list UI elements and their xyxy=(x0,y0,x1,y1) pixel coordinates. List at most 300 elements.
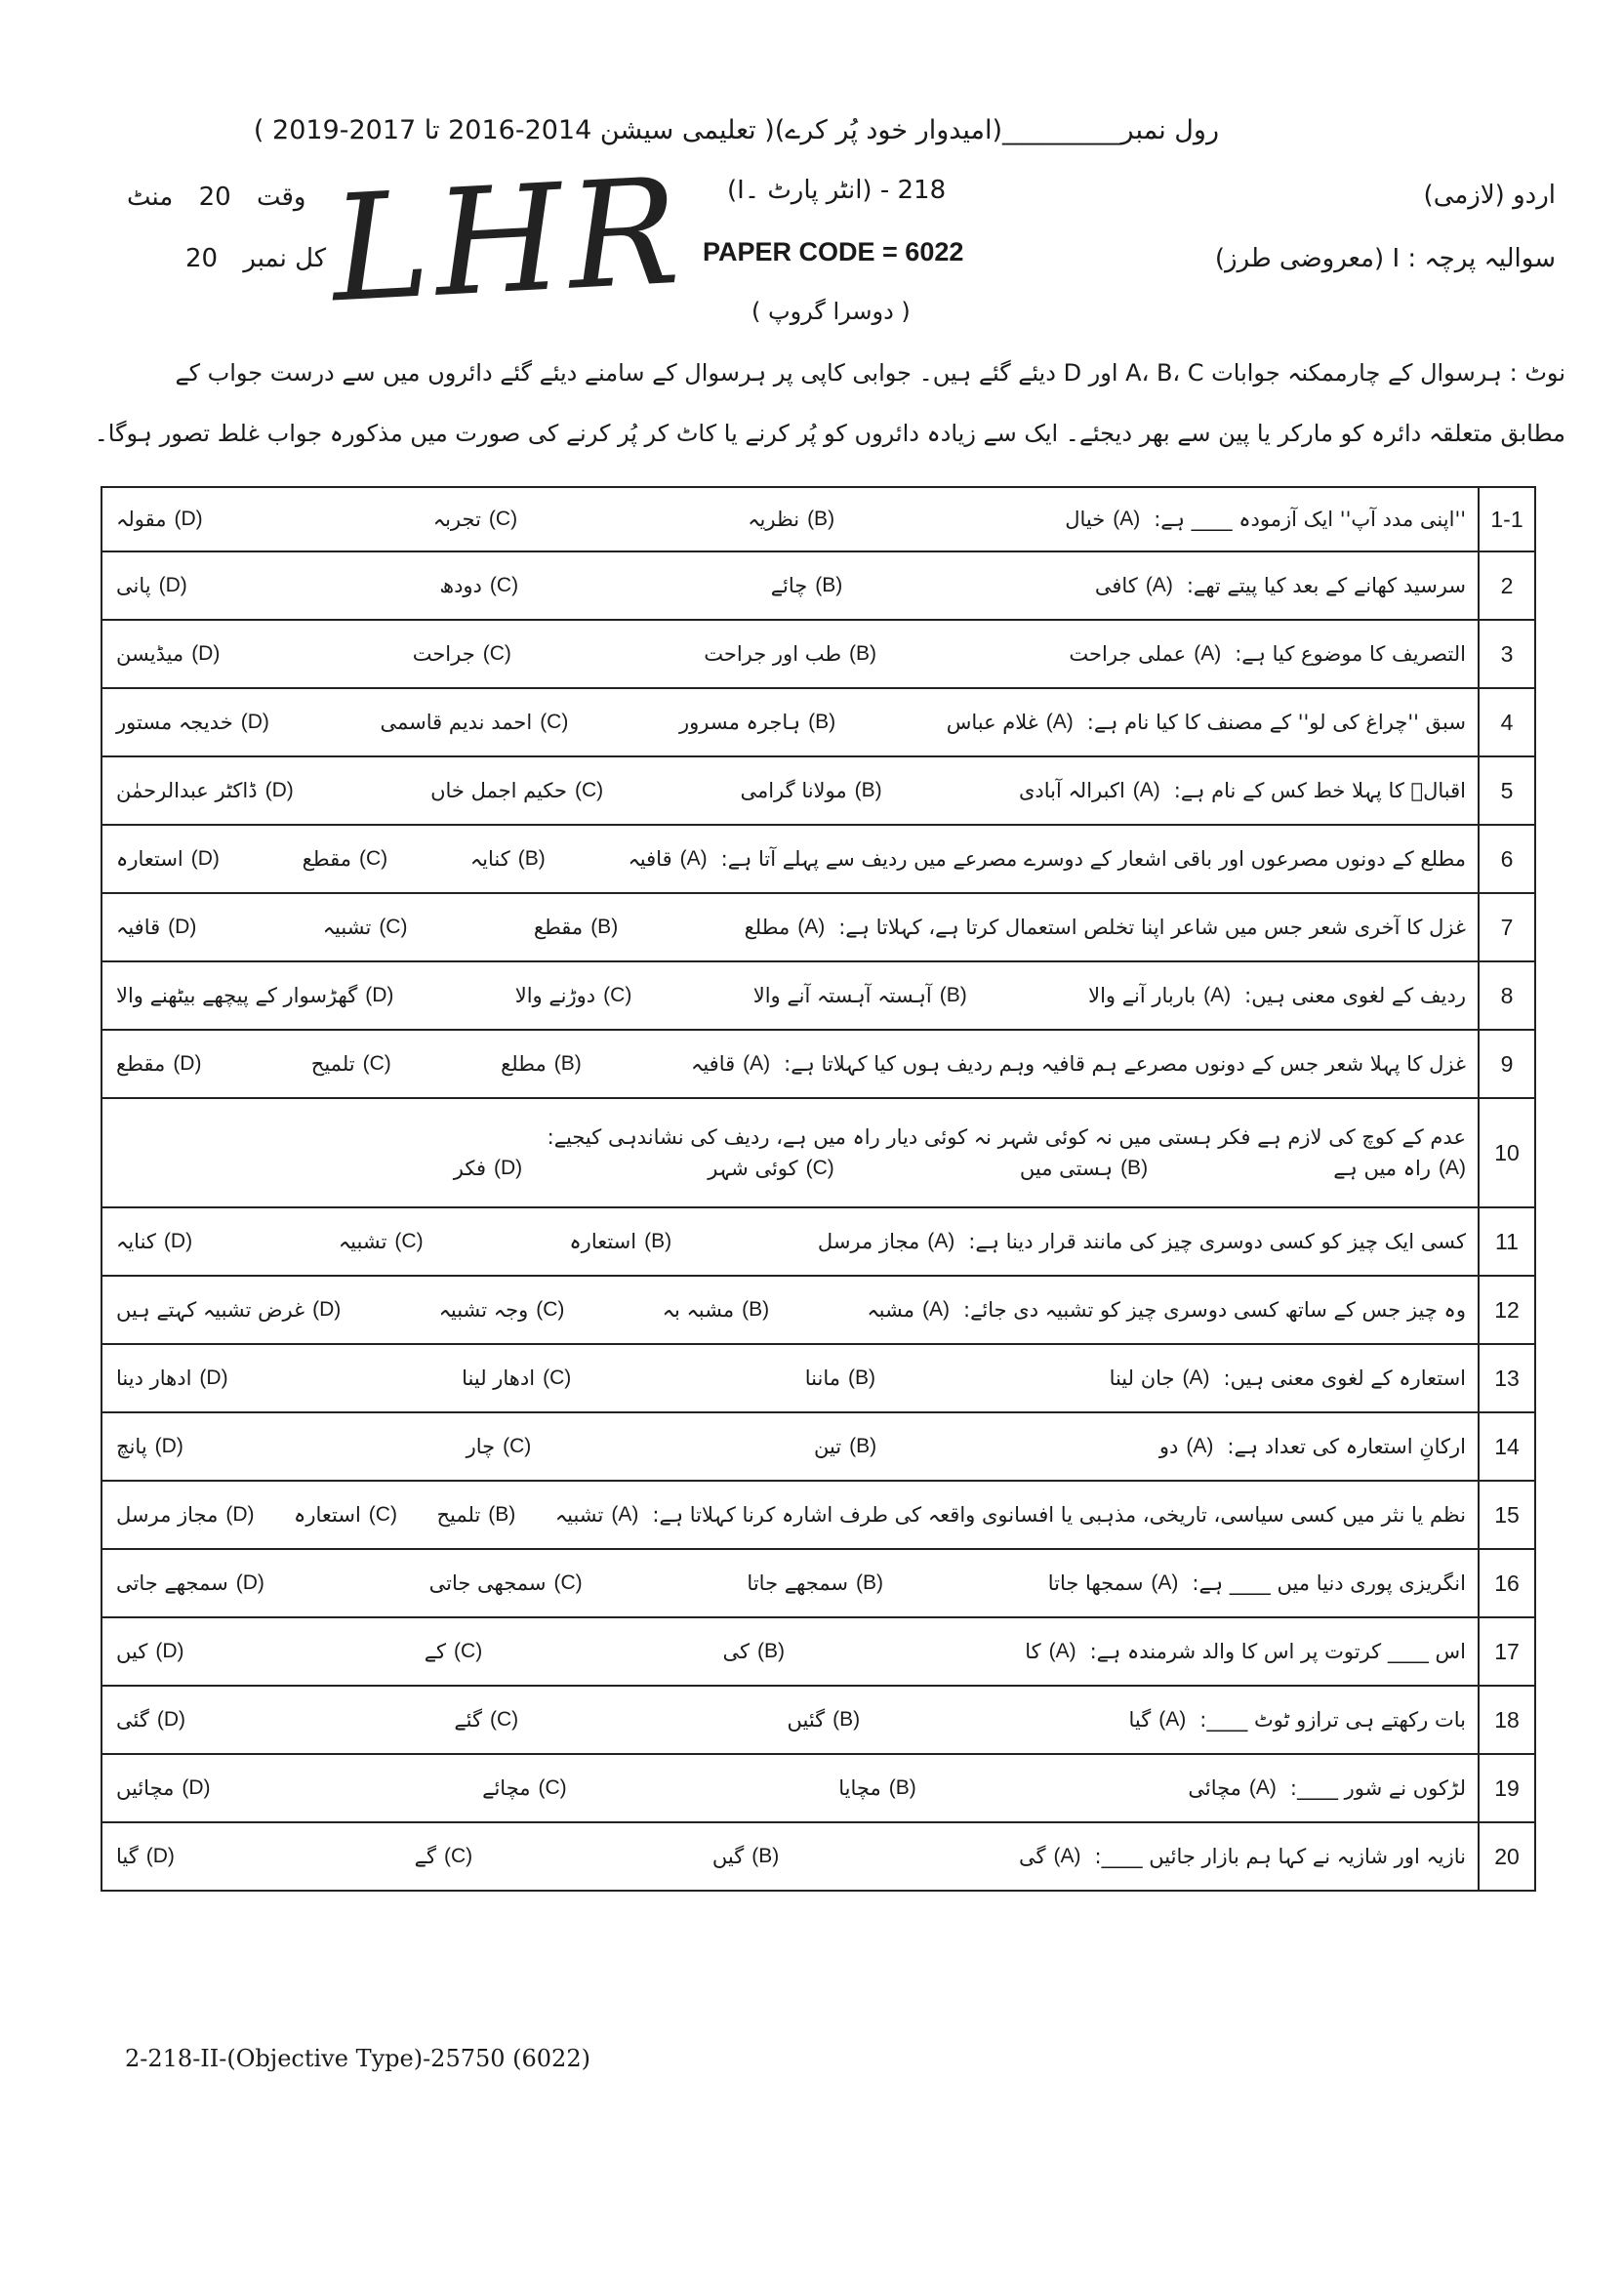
option-letter: (A) xyxy=(1439,1157,1466,1179)
option-text: غلام عباس xyxy=(946,711,1038,734)
answer-options xyxy=(116,1230,954,1253)
option-letter: (A) xyxy=(922,1298,950,1321)
question-body xyxy=(102,1030,1479,1098)
option-letter: (B) xyxy=(488,1503,516,1526)
option-a xyxy=(1019,1845,1081,1868)
option-letter: (C) xyxy=(454,1640,483,1662)
option-b xyxy=(470,847,546,871)
question-row xyxy=(102,1344,1535,1412)
option-text: کنایہ xyxy=(116,1230,156,1253)
option-a xyxy=(745,916,826,939)
option-text: مچایا xyxy=(838,1776,881,1800)
option-a xyxy=(1069,642,1221,666)
option-c xyxy=(462,1366,571,1390)
option-text: گیا xyxy=(1128,1708,1152,1732)
option-text: گئیں xyxy=(787,1708,826,1732)
question-row xyxy=(102,1098,1535,1207)
option-letter: (C) xyxy=(805,1157,834,1179)
paper-type: سوالیہ پرچہ : I (معروضی طرز) xyxy=(1214,244,1556,273)
answer-options xyxy=(116,1640,1076,1663)
option-letter: (C) xyxy=(488,508,518,530)
option-letter: (B) xyxy=(849,1435,877,1457)
option-c xyxy=(413,642,511,666)
question-number: 17 xyxy=(1479,1617,1535,1686)
option-letter: (B) xyxy=(939,984,967,1006)
option-text: مچائے xyxy=(482,1776,531,1800)
question-body xyxy=(102,1098,1479,1207)
option-text: مقطع xyxy=(533,916,584,939)
option-d xyxy=(116,1845,175,1868)
option-text: قافیہ xyxy=(691,1052,736,1076)
option-letter: (C) xyxy=(379,916,408,938)
option-text: گیں xyxy=(711,1845,745,1868)
question-row xyxy=(102,825,1535,893)
option-text: فکر xyxy=(453,1157,486,1180)
option-text: کوئی شہر xyxy=(708,1157,798,1180)
option-letter: (C) xyxy=(482,642,511,665)
option-letter: (C) xyxy=(553,1571,583,1594)
option-text: حکیم اجمل خاں xyxy=(430,779,567,802)
option-d xyxy=(116,1435,183,1458)
option-text: مجاز مرسل xyxy=(817,1230,920,1253)
question-row xyxy=(102,1686,1535,1754)
question-row xyxy=(102,893,1535,961)
answer-options xyxy=(116,916,825,939)
option-text: مقطع xyxy=(116,1052,166,1076)
option-text: آہستہ آہستہ آنے والا xyxy=(752,984,932,1007)
question-text: ''اپنی مدد آپ'' ایک آزمودہ ____ ہے: xyxy=(1154,508,1466,531)
option-text: کے xyxy=(424,1640,447,1663)
option-d xyxy=(116,1776,211,1800)
question-text: اقبالؒ کا پہلا خط کس کے نام ہے: xyxy=(1173,779,1466,802)
option-letter: (D) xyxy=(199,1366,228,1389)
question-text: استعارہ کے لغوی معنی ہیں: xyxy=(1223,1366,1466,1390)
answer-options xyxy=(454,1157,1466,1180)
option-letter: (A) xyxy=(1182,1366,1210,1389)
question-body xyxy=(102,1549,1479,1617)
option-letter: (C) xyxy=(503,1435,532,1457)
option-d xyxy=(116,508,203,531)
question-body xyxy=(102,487,1479,551)
question-body xyxy=(102,1686,1479,1754)
option-letter: (A) xyxy=(1158,1708,1187,1731)
answer-options xyxy=(116,1366,1210,1390)
question-body xyxy=(102,1754,1479,1822)
option-text: ادھار دینا xyxy=(116,1366,192,1390)
option-text: ہاجرہ مسرور xyxy=(678,711,801,734)
option-b xyxy=(748,508,834,531)
option-b xyxy=(663,1298,769,1322)
handwritten-board-mark: LHR xyxy=(327,146,689,336)
option-text: مشبہ xyxy=(867,1298,914,1322)
option-letter: (D) xyxy=(190,847,220,870)
option-letter: (B) xyxy=(517,847,546,870)
option-text: گے xyxy=(414,1845,436,1868)
option-b xyxy=(712,1845,779,1868)
option-text: قافیہ xyxy=(628,847,672,871)
question-body xyxy=(102,1276,1479,1344)
option-text: ادھار لینا xyxy=(462,1366,536,1390)
option-d xyxy=(116,574,187,597)
option-text: مجاز مرسل xyxy=(116,1503,219,1527)
question-number: 16 xyxy=(1479,1549,1535,1617)
option-letter: (A) xyxy=(1203,984,1232,1006)
option-letter: (C) xyxy=(603,984,632,1006)
option-a xyxy=(1110,1366,1210,1390)
questions-table xyxy=(101,486,1536,1892)
answer-options xyxy=(116,642,1221,666)
question-number: 5 xyxy=(1479,756,1535,825)
question-body xyxy=(102,756,1479,825)
option-letter: (D) xyxy=(155,1640,184,1662)
question-text: مطلع کے دونوں مصرعوں اور باقی اشعار کے دوسرے مصرعے میں ردیف سے پہلے آتا ہے: xyxy=(720,847,1466,871)
option-b xyxy=(771,574,843,597)
question-row xyxy=(102,1481,1535,1549)
option-c xyxy=(339,1230,424,1253)
option-letter: (B) xyxy=(856,1571,883,1594)
question-number: 20 xyxy=(1479,1822,1535,1891)
option-text: دودھ xyxy=(439,574,482,597)
question-text: سبق ''چراغ کی لو'' کے مصنف کا کیا نام ہے: xyxy=(1086,711,1466,734)
question-body xyxy=(102,961,1479,1030)
option-c xyxy=(294,1503,397,1527)
question-text: نظم یا نثر میں کسی سیاسی، تاریخی، مذہبی یا افسانوی واقعہ کی طرف اشارہ کرنا کہلاتا ہے: xyxy=(652,1503,1466,1527)
option-letter: (B) xyxy=(756,1640,785,1662)
option-text: مقولہ xyxy=(116,508,167,531)
option-text: طب اور جراحت xyxy=(704,642,842,666)
option-text: تلمیح xyxy=(310,1052,355,1076)
instructions-line-1: نوٹ : ہرسوال کے چارممکنہ جوابات A، B، C اور D دیئے گئے ہیں۔ جوابی کاپی پر ہرسوال کے سامنے دیئے گئے دائروں میں سے درست جواب کے xyxy=(175,359,1565,387)
option-text: سمجھے جاتی xyxy=(116,1571,228,1595)
option-c xyxy=(429,1571,583,1595)
question-row xyxy=(102,1822,1535,1891)
option-b xyxy=(534,916,618,939)
option-letter: (A) xyxy=(743,1052,771,1075)
option-letter: (B) xyxy=(815,574,843,596)
option-a xyxy=(1333,1157,1466,1180)
question-body xyxy=(102,1412,1479,1481)
option-letter: (D) xyxy=(225,1503,255,1526)
option-c xyxy=(515,984,632,1007)
answer-options xyxy=(116,1708,1186,1732)
option-b xyxy=(436,1503,515,1527)
option-d xyxy=(116,642,220,666)
option-a xyxy=(1065,508,1140,531)
question-number: 15 xyxy=(1479,1481,1535,1549)
option-a xyxy=(1129,1708,1187,1732)
marks-label: کل نمبر xyxy=(243,244,327,273)
option-d xyxy=(116,1230,192,1253)
question-body xyxy=(102,1822,1479,1891)
option-text: استعارہ xyxy=(116,847,183,871)
question-row xyxy=(102,1207,1535,1276)
option-letter: (A) xyxy=(1248,1776,1277,1799)
option-letter: (A) xyxy=(797,916,826,938)
answer-options xyxy=(116,711,1074,734)
answer-options xyxy=(116,1845,1081,1868)
option-a xyxy=(1088,984,1231,1007)
option-letter: (A) xyxy=(611,1503,639,1526)
question-text: اس ____ کرتوت پر اس کا والد شرمندہ ہے: xyxy=(1089,1640,1466,1663)
question-number: 12 xyxy=(1479,1276,1535,1344)
option-text: کی xyxy=(722,1640,750,1663)
option-letter: (B) xyxy=(832,1708,861,1731)
answer-options xyxy=(116,1503,638,1527)
option-letter: (B) xyxy=(742,1298,770,1321)
option-letter: (A) xyxy=(1194,642,1222,665)
option-b xyxy=(722,1640,785,1663)
option-a xyxy=(1095,574,1173,597)
option-c xyxy=(467,1435,532,1458)
option-text: تین xyxy=(813,1435,842,1458)
option-text: غرض تشبیہ کہتے ہیں xyxy=(116,1298,305,1322)
option-letter: (B) xyxy=(590,916,619,938)
question-text: ردیف کے لغوی معنی ہیں: xyxy=(1244,984,1466,1007)
option-d xyxy=(116,1503,255,1527)
option-letter: (A) xyxy=(1132,779,1160,801)
option-c xyxy=(439,1298,565,1322)
option-text: عملی جراحت xyxy=(1069,642,1187,666)
option-text: گئے xyxy=(454,1708,482,1732)
option-d xyxy=(116,1366,228,1390)
answer-options xyxy=(116,508,1140,531)
option-letter: (D) xyxy=(240,711,269,733)
option-a xyxy=(818,1230,954,1253)
question-row xyxy=(102,1617,1535,1686)
answer-options xyxy=(116,1052,770,1076)
option-text: کنایہ xyxy=(469,847,510,871)
option-letter: (B) xyxy=(854,779,882,801)
paper-code: PAPER CODE = 6022 xyxy=(703,237,964,266)
subject-title: اردو (لازمی) xyxy=(1423,181,1556,210)
option-letter: (C) xyxy=(543,1366,572,1389)
option-c xyxy=(380,711,568,734)
question-text: کسی ایک چیز کو کسی دوسری چیز کی مانند قرار دینا ہے: xyxy=(968,1230,1466,1253)
option-d xyxy=(116,916,196,939)
option-c xyxy=(454,1708,518,1732)
option-letter: (C) xyxy=(490,1708,519,1731)
option-c xyxy=(482,1776,567,1800)
answer-options xyxy=(116,574,1173,597)
option-a xyxy=(1048,1571,1179,1595)
answer-options xyxy=(116,1435,1213,1458)
option-letter: (D) xyxy=(264,779,294,801)
option-text: تشبیہ xyxy=(554,1503,604,1527)
option-text: تشبیہ xyxy=(338,1230,387,1253)
option-letter: (B) xyxy=(808,711,836,733)
question-row xyxy=(102,756,1535,825)
option-text: باربار آنے والا xyxy=(1088,984,1197,1007)
option-letter: (D) xyxy=(163,1230,193,1252)
option-b xyxy=(1020,1157,1148,1180)
paper-number: 218 - (انٹر پارٹ ۔I) xyxy=(727,176,947,205)
option-c xyxy=(708,1157,834,1180)
option-d xyxy=(116,779,294,802)
question-number: 13 xyxy=(1479,1344,1535,1412)
option-text: میڈیسن xyxy=(116,642,184,666)
question-row xyxy=(102,961,1535,1030)
option-letter: (D) xyxy=(156,1708,186,1731)
question-body xyxy=(102,551,1479,620)
option-letter: (D) xyxy=(154,1435,183,1457)
session-line: رول نمبر_________(امیدوار خود پُر کرے)( تعلیمی سیشن 2014-2016 تا 2017-2019 ) xyxy=(253,115,1219,145)
group-label: ( دوسرا گروپ ) xyxy=(751,298,911,325)
option-text: خیال xyxy=(1065,508,1106,531)
option-a xyxy=(555,1503,639,1527)
time-label: وقت xyxy=(256,183,306,212)
option-a xyxy=(947,711,1074,734)
question-row xyxy=(102,487,1535,551)
question-number: 18 xyxy=(1479,1686,1535,1754)
option-text: گی xyxy=(1019,1845,1046,1868)
question-text: نازیہ اور شازیہ نے کہا ہم بازار جائیں ____: xyxy=(1094,1845,1466,1868)
time-value: 20 xyxy=(198,183,231,212)
option-b xyxy=(788,1708,861,1732)
question-number: 1-1 xyxy=(1479,487,1535,551)
option-b xyxy=(747,1571,883,1595)
option-text: مطلع xyxy=(501,1052,547,1076)
option-letter: (C) xyxy=(358,847,388,870)
option-text: استعارہ xyxy=(294,1503,361,1527)
option-text: استعارہ xyxy=(569,1230,637,1253)
option-letter: (C) xyxy=(362,1052,391,1075)
option-text: تشبیہ xyxy=(322,916,372,939)
question-number: 8 xyxy=(1479,961,1535,1030)
question-row xyxy=(102,551,1535,620)
question-body xyxy=(102,893,1479,961)
option-text: مولانا گرامی xyxy=(740,779,847,802)
option-text: مقطع xyxy=(302,847,351,871)
question-text: بات رکھتے ہی ترازو ٹوٹ ____: xyxy=(1199,1708,1466,1732)
option-letter: (B) xyxy=(807,508,835,530)
option-text: خدیجہ مستور xyxy=(116,711,233,734)
option-letter: (A) xyxy=(679,847,708,870)
question-body xyxy=(102,1481,1479,1549)
question-number: 7 xyxy=(1479,893,1535,961)
option-text: وجہ تشبیہ xyxy=(438,1298,529,1322)
option-d xyxy=(116,711,269,734)
question-number: 3 xyxy=(1479,620,1535,688)
option-d xyxy=(116,1640,183,1663)
option-letter: (D) xyxy=(191,642,221,665)
option-text: کیں xyxy=(116,1640,148,1663)
option-b xyxy=(805,1366,875,1390)
question-body xyxy=(102,1207,1479,1276)
option-letter: (D) xyxy=(158,574,187,596)
option-a xyxy=(1019,779,1160,802)
option-c xyxy=(439,574,518,597)
option-text: سمجھا جاتا xyxy=(1047,1571,1144,1595)
option-text: گئی xyxy=(116,1708,149,1732)
option-letter: (B) xyxy=(553,1052,582,1075)
question-body xyxy=(102,1617,1479,1686)
option-b xyxy=(679,711,835,734)
option-text: گیا xyxy=(116,1845,139,1868)
option-letter: (A) xyxy=(927,1230,955,1252)
question-number: 9 xyxy=(1479,1030,1535,1098)
question-number: 14 xyxy=(1479,1412,1535,1481)
question-row xyxy=(102,1276,1535,1344)
option-text: چار xyxy=(466,1435,496,1458)
option-letter: (C) xyxy=(443,1845,473,1867)
question-text: غزل کا پہلا شعر جس کے دونوں مصرعے ہم قافیہ وہم ردیف ہوں کیا کہلاتا ہے: xyxy=(784,1052,1466,1076)
marks-row xyxy=(185,244,344,273)
option-text: دو xyxy=(1158,1435,1179,1458)
option-text: ڈاکٹر عبدالرحمٰن xyxy=(116,779,258,802)
time-row xyxy=(127,183,323,212)
option-text: اکبرالہ آبادی xyxy=(1018,779,1125,802)
option-letter: (B) xyxy=(1120,1157,1149,1179)
option-letter: (B) xyxy=(848,1366,876,1389)
option-c xyxy=(323,916,408,939)
question-body xyxy=(102,825,1479,893)
option-letter: (D) xyxy=(494,1157,523,1179)
question-number: 10 xyxy=(1479,1098,1535,1207)
question-row xyxy=(102,1412,1535,1481)
option-text: تلمیح xyxy=(436,1503,481,1527)
option-text: نظریہ xyxy=(748,508,800,531)
option-a xyxy=(1188,1776,1277,1800)
answer-options xyxy=(116,1776,1277,1800)
answer-options xyxy=(116,1298,950,1322)
option-text: تجربہ xyxy=(432,508,481,531)
option-letter: (D) xyxy=(365,984,394,1006)
time-unit: منٹ xyxy=(127,183,174,212)
option-b xyxy=(501,1052,582,1076)
option-text: دوڑنے والا xyxy=(514,984,596,1007)
option-text: جان لینا xyxy=(1109,1366,1175,1390)
option-c xyxy=(303,847,387,871)
answer-options xyxy=(116,984,1231,1007)
question-row xyxy=(102,620,1535,688)
footer-code: 2-218-II-(Objective Type)-25750 (6022) xyxy=(125,2045,590,2072)
option-a xyxy=(1159,1435,1214,1458)
option-text: گھڑسوار کے پیچھے بیٹھنے والا xyxy=(116,984,358,1007)
option-letter: (B) xyxy=(849,642,877,665)
option-d xyxy=(116,1571,264,1595)
option-b xyxy=(569,1230,671,1253)
question-text: ارکانِ استعارہ کی تعداد ہے: xyxy=(1227,1435,1466,1458)
option-text: سمجھے جاتا xyxy=(747,1571,848,1595)
option-letter: (C) xyxy=(540,711,569,733)
question-row xyxy=(102,1030,1535,1098)
question-text: وہ چیز جس کے ساتھ کسی دوسری چیز کو تشبیہ دی جائے: xyxy=(963,1298,1466,1322)
question-text: انگریزی پوری دنیا میں ____ ہے: xyxy=(1192,1571,1466,1595)
option-b xyxy=(838,1776,915,1800)
question-row xyxy=(102,1549,1535,1617)
option-text: راہ میں ہے xyxy=(1333,1157,1431,1180)
option-d xyxy=(116,984,393,1007)
answer-options xyxy=(116,779,1160,802)
question-number: 2 xyxy=(1479,551,1535,620)
option-a xyxy=(1025,1640,1076,1663)
option-text: چائے xyxy=(770,574,808,597)
option-text: سمجھی جاتی xyxy=(428,1571,547,1595)
option-letter: (D) xyxy=(168,916,197,938)
option-c xyxy=(425,1640,482,1663)
option-a xyxy=(867,1298,950,1322)
question-text: عدم کے کوچ کی لازم ہے فکر ہستی میں نہ کوئی شہر نہ کوئی دیار راہ میں ہے، ردیف کی نشاندہی کیجیے: xyxy=(547,1125,1466,1149)
option-c xyxy=(430,779,603,802)
question-number: 11 xyxy=(1479,1207,1535,1276)
option-letter: (C) xyxy=(489,574,519,596)
option-letter: (C) xyxy=(536,1298,565,1321)
option-letter: (D) xyxy=(174,508,203,530)
option-text: جراحت xyxy=(412,642,475,666)
option-c xyxy=(415,1845,472,1868)
question-row xyxy=(102,1754,1535,1822)
question-text: سرسید کھانے کے بعد کیا پیتے تھے: xyxy=(1186,574,1466,597)
